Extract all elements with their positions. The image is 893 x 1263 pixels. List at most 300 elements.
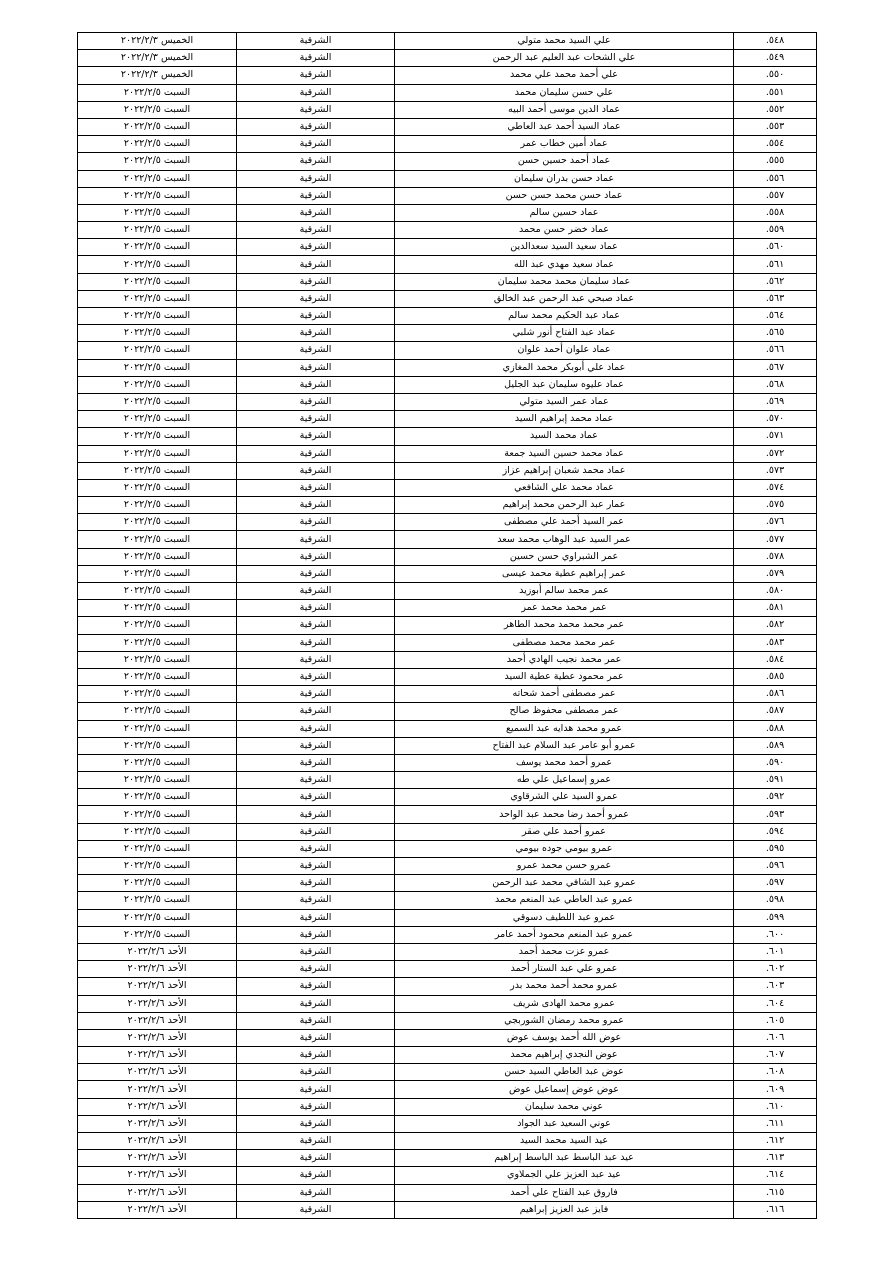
date-cell: السبت ٢٠٢٢/٢/٥	[78, 892, 237, 909]
date-cell: السبت ٢٠٢٢/٢/٥	[78, 772, 237, 789]
table-row	[78, 50, 817, 67]
date-cell: السبت ٢٠٢٢/٢/٥	[78, 308, 237, 325]
governorate-cell: الشرقية	[237, 1012, 395, 1029]
name-cell: عوني السعيد عبد الجواد	[395, 1115, 734, 1132]
governorate-cell: الشرقية	[237, 273, 395, 290]
table-row	[78, 170, 817, 187]
table-row	[78, 1047, 817, 1064]
row-number-cell: ٦٠١.	[734, 943, 817, 960]
name-cell: عمرو بيومي جوده بيومي	[395, 840, 734, 857]
governorate-cell: الشرقية	[237, 668, 395, 685]
date-cell: السبت ٢٠٢٢/٢/٥	[78, 686, 237, 703]
date-cell: السبت ٢٠٢٢/٢/٥	[78, 411, 237, 428]
name-cell: عماد محمد حسين السيد جمعة	[395, 445, 734, 462]
name-cell: عماد السيد أحمد عبد العاطي	[395, 118, 734, 135]
date-cell: السبت ٢٠٢٢/٢/٥	[78, 153, 237, 170]
date-cell: السبت ٢٠٢٢/٢/٥	[78, 668, 237, 685]
table-row	[78, 411, 817, 428]
row-number-cell: ٦١٤.	[734, 1167, 817, 1184]
name-cell: عمرو أحمد رضا محمد عبد الواحد	[395, 806, 734, 823]
name-cell: عماد سعيد مهدي عبد الله	[395, 256, 734, 273]
governorate-cell: الشرقية	[237, 703, 395, 720]
date-cell: الأحد ٢٠٢٢/٢/٦	[78, 1184, 237, 1201]
name-cell: عمر محمود عطية عطية السيد	[395, 668, 734, 685]
row-number-cell: ٥٨٩.	[734, 737, 817, 754]
registrant-table	[77, 32, 817, 1219]
row-number-cell: ٥٩٤.	[734, 823, 817, 840]
row-number-cell: ٥٦٧.	[734, 359, 817, 376]
row-number-cell: ٦١٣.	[734, 1150, 817, 1167]
row-number-cell: ٦١١.	[734, 1115, 817, 1132]
governorate-cell: الشرقية	[237, 239, 395, 256]
date-cell: الأحد ٢٠٢٢/٢/٦	[78, 1167, 237, 1184]
governorate-cell: الشرقية	[237, 153, 395, 170]
table-row	[78, 634, 817, 651]
governorate-cell: الشرقية	[237, 686, 395, 703]
name-cell: عمر إبراهيم عطية محمد عيسى	[395, 565, 734, 582]
table-row	[78, 1064, 817, 1081]
name-cell: عمرو عزت محمد أحمد	[395, 943, 734, 960]
name-cell: عمر مصطفى أحمد شحاته	[395, 686, 734, 703]
governorate-cell: الشرقية	[237, 1029, 395, 1046]
name-cell: عماد عبد الحكيم محمد سالم	[395, 308, 734, 325]
table-row	[78, 118, 817, 135]
table-row	[78, 1115, 817, 1132]
governorate-cell: الشرقية	[237, 359, 395, 376]
row-number-cell: ٦٠٠.	[734, 926, 817, 943]
name-cell: عماد حسين سالم	[395, 204, 734, 221]
governorate-cell: الشرقية	[237, 342, 395, 359]
name-cell: عماد عليوه سليمان عبد الجليل	[395, 376, 734, 393]
row-number-cell: ٥٥٥.	[734, 153, 817, 170]
row-number-cell: ٥٧٩.	[734, 565, 817, 582]
date-cell: الأحد ٢٠٢٢/٢/٦	[78, 1115, 237, 1132]
table-row	[78, 153, 817, 170]
table-row	[78, 1029, 817, 1046]
row-number-cell: ٦١٥.	[734, 1184, 817, 1201]
governorate-cell: الشرقية	[237, 892, 395, 909]
table-row	[78, 840, 817, 857]
row-number-cell: ٥٥٦.	[734, 170, 817, 187]
governorate-cell: الشرقية	[237, 583, 395, 600]
registrant-list-sheet	[77, 32, 816, 1219]
date-cell: السبت ٢٠٢٢/٢/٥	[78, 548, 237, 565]
table-row	[78, 531, 817, 548]
governorate-cell: الشرقية	[237, 170, 395, 187]
name-cell: عماد علي أبوبكر محمد المغازي	[395, 359, 734, 376]
governorate-cell: الشرقية	[237, 909, 395, 926]
governorate-cell: الشرقية	[237, 497, 395, 514]
row-number-cell: ٥٥٤.	[734, 136, 817, 153]
date-cell: السبت ٢٠٢٢/٢/٥	[78, 531, 237, 548]
row-number-cell: ٥٦٣.	[734, 290, 817, 307]
date-cell: السبت ٢٠٢٢/٢/٥	[78, 703, 237, 720]
table-row	[78, 1150, 817, 1167]
governorate-cell: الشرقية	[237, 514, 395, 531]
governorate-cell: الشرقية	[237, 858, 395, 875]
row-number-cell: ٥٩٨.	[734, 892, 817, 909]
table-row	[78, 325, 817, 342]
row-number-cell: ٥٤٨.	[734, 33, 817, 50]
date-cell: السبت ٢٠٢٢/٢/٥	[78, 806, 237, 823]
name-cell: عمرو أبو عامر عبد السلام عبد الفتاح	[395, 737, 734, 754]
row-number-cell: ٥٨٥.	[734, 668, 817, 685]
name-cell: عمرو السيد علي الشرقاوي	[395, 789, 734, 806]
row-number-cell: ٥٨٣.	[734, 634, 817, 651]
governorate-cell: الشرقية	[237, 1184, 395, 1201]
date-cell: السبت ٢٠٢٢/٢/٥	[78, 393, 237, 410]
governorate-cell: الشرقية	[237, 290, 395, 307]
table-row	[78, 497, 817, 514]
governorate-cell: الشرقية	[237, 204, 395, 221]
name-cell: فاروق عبد الفتاح علي أحمد	[395, 1184, 734, 1201]
name-cell: عوض الله أحمد يوسف عوض	[395, 1029, 734, 1046]
date-cell: السبت ٢٠٢٢/٢/٥	[78, 840, 237, 857]
row-number-cell: ٦١٠.	[734, 1098, 817, 1115]
name-cell: عماد محمد السيد	[395, 428, 734, 445]
table-row	[78, 668, 817, 685]
date-cell: السبت ٢٠٢٢/٢/٥	[78, 909, 237, 926]
name-cell: عوض عوض إسماعيل عوض	[395, 1081, 734, 1098]
date-cell: السبت ٢٠٢٢/٢/٥	[78, 359, 237, 376]
governorate-cell: الشرقية	[237, 754, 395, 771]
row-number-cell: ٥٥٠.	[734, 67, 817, 84]
governorate-cell: الشرقية	[237, 651, 395, 668]
date-cell: الأحد ٢٠٢٢/٢/٦	[78, 943, 237, 960]
table-row	[78, 617, 817, 634]
date-cell: السبت ٢٠٢٢/٢/٥	[78, 170, 237, 187]
name-cell: عيد السيد محمد السيد	[395, 1133, 734, 1150]
row-number-cell: ٥٩٧.	[734, 875, 817, 892]
date-cell: السبت ٢٠٢٢/٢/٥	[78, 342, 237, 359]
row-number-cell: ٥٥٧.	[734, 187, 817, 204]
name-cell: عماد عمر السيد متولي	[395, 393, 734, 410]
name-cell: عماد أحمد حسين حسن	[395, 153, 734, 170]
name-cell: عمرو حسن محمد عمرو	[395, 858, 734, 875]
row-number-cell: ٥٥٩.	[734, 222, 817, 239]
governorate-cell: الشرقية	[237, 961, 395, 978]
date-cell: السبت ٢٠٢٢/٢/٥	[78, 479, 237, 496]
name-cell: عماد محمد علي الشافعي	[395, 479, 734, 496]
governorate-cell: الشرقية	[237, 118, 395, 135]
name-cell: عمر السيد عبد الوهاب محمد سعد	[395, 531, 734, 548]
name-cell: عوني محمد سليمان	[395, 1098, 734, 1115]
table-row	[78, 376, 817, 393]
row-number-cell: ٦٠٨.	[734, 1064, 817, 1081]
governorate-cell: الشرقية	[237, 565, 395, 582]
governorate-cell: الشرقية	[237, 1133, 395, 1150]
table-row	[78, 548, 817, 565]
name-cell: عمرو عبد المنعم محمود أحمد عامر	[395, 926, 734, 943]
date-cell: الأحد ٢٠٢٢/٢/٦	[78, 1064, 237, 1081]
governorate-cell: الشرقية	[237, 1098, 395, 1115]
date-cell: السبت ٢٠٢٢/٢/٥	[78, 497, 237, 514]
row-number-cell: ٥٥٢.	[734, 101, 817, 118]
row-number-cell: ٥٦٠.	[734, 239, 817, 256]
date-cell: الأحد ٢٠٢٢/٢/٦	[78, 1098, 237, 1115]
date-cell: الخميس ٢٠٢٢/٢/٣	[78, 33, 237, 50]
table-row	[78, 136, 817, 153]
table-row	[78, 514, 817, 531]
date-cell: الأحد ٢٠٢٢/٢/٦	[78, 1047, 237, 1064]
row-number-cell: ٥٨٦.	[734, 686, 817, 703]
row-number-cell: ٥٨٧.	[734, 703, 817, 720]
governorate-cell: الشرقية	[237, 720, 395, 737]
date-cell: الأحد ٢٠٢٢/٢/٦	[78, 995, 237, 1012]
governorate-cell: الشرقية	[237, 393, 395, 410]
name-cell: عماد محمد شعبان إبراهيم عزاز	[395, 462, 734, 479]
governorate-cell: الشرقية	[237, 376, 395, 393]
table-row	[78, 359, 817, 376]
date-cell: الأحد ٢٠٢٢/٢/٦	[78, 978, 237, 995]
governorate-cell: الشرقية	[237, 479, 395, 496]
table-row	[78, 909, 817, 926]
date-cell: السبت ٢٠٢٢/٢/٥	[78, 222, 237, 239]
row-number-cell: ٥٦٥.	[734, 325, 817, 342]
name-cell: عمر محمد سالم أبوزيد	[395, 583, 734, 600]
governorate-cell: الشرقية	[237, 600, 395, 617]
row-number-cell: ٥٧٤.	[734, 479, 817, 496]
governorate-cell: الشرقية	[237, 737, 395, 754]
table-row	[78, 1201, 817, 1218]
name-cell: فايز عبد العزيز إبراهيم	[395, 1201, 734, 1218]
table-row	[78, 806, 817, 823]
table-row	[78, 462, 817, 479]
table-row	[78, 84, 817, 101]
row-number-cell: ٥٦٨.	[734, 376, 817, 393]
date-cell: الأحد ٢٠٢٢/٢/٦	[78, 1133, 237, 1150]
row-number-cell: ٥٧٠.	[734, 411, 817, 428]
date-cell: السبت ٢٠٢٢/٢/٥	[78, 428, 237, 445]
governorate-cell: الشرقية	[237, 1064, 395, 1081]
date-cell: السبت ٢٠٢٢/٢/٥	[78, 514, 237, 531]
row-number-cell: ٥٨٤.	[734, 651, 817, 668]
name-cell: عمرو عبد العاطي عبد المنعم محمد	[395, 892, 734, 909]
date-cell: السبت ٢٠٢٢/٢/٥	[78, 789, 237, 806]
table-row	[78, 995, 817, 1012]
row-number-cell: ٦٠٣.	[734, 978, 817, 995]
name-cell: عمر محمد نجيب الهادي أحمد	[395, 651, 734, 668]
table-row	[78, 943, 817, 960]
row-number-cell: ٥٥٨.	[734, 204, 817, 221]
date-cell: الأحد ٢٠٢٢/٢/٦	[78, 1201, 237, 1218]
governorate-cell: الشرقية	[237, 136, 395, 153]
name-cell: عيد عبد الباسط عبد الباسط إبراهيم	[395, 1150, 734, 1167]
date-cell: السبت ٢٠٢٢/٢/٥	[78, 875, 237, 892]
row-number-cell: ٥٧٦.	[734, 514, 817, 531]
governorate-cell: الشرقية	[237, 1047, 395, 1064]
row-number-cell: ٥٩٩.	[734, 909, 817, 926]
governorate-cell: الشرقية	[237, 634, 395, 651]
row-number-cell: ٥٦٢.	[734, 273, 817, 290]
row-number-cell: ٥٩٥.	[734, 840, 817, 857]
name-cell: علي السيد محمد متولي	[395, 33, 734, 50]
table-row	[78, 858, 817, 875]
name-cell: عماد أمين خطاب عمر	[395, 136, 734, 153]
date-cell: السبت ٢٠٢٢/٢/٥	[78, 256, 237, 273]
date-cell: السبت ٢٠٢٢/٢/٥	[78, 926, 237, 943]
date-cell: الأحد ٢٠٢٢/٢/٦	[78, 1150, 237, 1167]
table-row	[78, 1098, 817, 1115]
table-row	[78, 1184, 817, 1201]
date-cell: الخميس ٢٠٢٢/٢/٣	[78, 67, 237, 84]
governorate-cell: الشرقية	[237, 256, 395, 273]
date-cell: الأحد ٢٠٢٢/٢/٦	[78, 1012, 237, 1029]
date-cell: الأحد ٢٠٢٢/٢/٦	[78, 1029, 237, 1046]
date-cell: السبت ٢٠٢٢/٢/٥	[78, 737, 237, 754]
row-number-cell: ٥٦١.	[734, 256, 817, 273]
governorate-cell: الشرقية	[237, 101, 395, 118]
name-cell: عماد حسن بدران سليمان	[395, 170, 734, 187]
date-cell: السبت ٢٠٢٢/٢/٥	[78, 84, 237, 101]
name-cell: علي الشحات عبد العليم عبد الرحمن	[395, 50, 734, 67]
name-cell: عماد عبد الفتاح أنور شلبي	[395, 325, 734, 342]
governorate-cell: الشرقية	[237, 33, 395, 50]
row-number-cell: ٥٦٦.	[734, 342, 817, 359]
governorate-cell: الشرقية	[237, 445, 395, 462]
governorate-cell: الشرقية	[237, 978, 395, 995]
table-row	[78, 754, 817, 771]
table-row	[78, 737, 817, 754]
table-row	[78, 583, 817, 600]
governorate-cell: الشرقية	[237, 806, 395, 823]
row-number-cell: ٥٨١.	[734, 600, 817, 617]
row-number-cell: ٦١٦.	[734, 1201, 817, 1218]
name-cell: عماد الدين موسى أحمد البيه	[395, 101, 734, 118]
name-cell: عماد حسن محمد حسن حسن	[395, 187, 734, 204]
date-cell: السبت ٢٠٢٢/٢/٥	[78, 273, 237, 290]
table-row	[78, 772, 817, 789]
row-number-cell: ٥٧٧.	[734, 531, 817, 548]
governorate-cell: الشرقية	[237, 823, 395, 840]
name-cell: علي أحمد محمد علي محمد	[395, 67, 734, 84]
table-row	[78, 273, 817, 290]
row-number-cell: ٥٩١.	[734, 772, 817, 789]
governorate-cell: الشرقية	[237, 428, 395, 445]
name-cell: عمر مصطفى محفوظ صالح	[395, 703, 734, 720]
row-number-cell: ٦٠٧.	[734, 1047, 817, 1064]
date-cell: السبت ٢٠٢٢/٢/٥	[78, 720, 237, 737]
row-number-cell: ٥٧٥.	[734, 497, 817, 514]
governorate-cell: الشرقية	[237, 926, 395, 943]
table-row	[78, 479, 817, 496]
date-cell: السبت ٢٠٢٢/٢/٥	[78, 136, 237, 153]
date-cell: السبت ٢٠٢٢/٢/٥	[78, 617, 237, 634]
name-cell: عمر الشبراوي حسن حسين	[395, 548, 734, 565]
name-cell: عمرو إسماعيل علي طه	[395, 772, 734, 789]
table-row	[78, 823, 817, 840]
governorate-cell: الشرقية	[237, 772, 395, 789]
row-number-cell: ٥٥٣.	[734, 118, 817, 135]
table-row	[78, 789, 817, 806]
name-cell: عمرو عبد اللطيف دسوقي	[395, 909, 734, 926]
row-number-cell: ٥٩٣.	[734, 806, 817, 823]
date-cell: السبت ٢٠٢٢/٢/٥	[78, 583, 237, 600]
date-cell: الخميس ٢٠٢٢/٢/٣	[78, 50, 237, 67]
governorate-cell: الشرقية	[237, 1201, 395, 1218]
name-cell: عمرو محمد أحمد محمد بدر	[395, 978, 734, 995]
governorate-cell: الشرقية	[237, 875, 395, 892]
governorate-cell: الشرقية	[237, 1115, 395, 1132]
date-cell: السبت ٢٠٢٢/٢/٥	[78, 376, 237, 393]
table-row	[78, 926, 817, 943]
row-number-cell: ٥٧١.	[734, 428, 817, 445]
table-row	[78, 1012, 817, 1029]
name-cell: عمرو محمد هدايه عبد السميع	[395, 720, 734, 737]
date-cell: السبت ٢٠٢٢/٢/٥	[78, 187, 237, 204]
governorate-cell: الشرقية	[237, 548, 395, 565]
table-row	[78, 290, 817, 307]
row-number-cell: ٦٠٥.	[734, 1012, 817, 1029]
name-cell: عماد سعيد السيد سعدالدين	[395, 239, 734, 256]
governorate-cell: الشرقية	[237, 411, 395, 428]
name-cell: عمرو محمد رمضان الشوربجي	[395, 1012, 734, 1029]
row-number-cell: ٥٨٠.	[734, 583, 817, 600]
table-row	[78, 393, 817, 410]
table-row	[78, 686, 817, 703]
date-cell: السبت ٢٠٢٢/٢/٥	[78, 239, 237, 256]
date-cell: السبت ٢٠٢٢/٢/٥	[78, 565, 237, 582]
name-cell: عمرو علي عبد الستار أحمد	[395, 961, 734, 978]
governorate-cell: الشرقية	[237, 308, 395, 325]
table-row	[78, 67, 817, 84]
row-number-cell: ٥٩٦.	[734, 858, 817, 875]
table-row	[78, 703, 817, 720]
table-row	[78, 308, 817, 325]
table-row	[78, 342, 817, 359]
name-cell: عماد سليمان محمد محمد سليمان	[395, 273, 734, 290]
table-row	[78, 445, 817, 462]
row-number-cell: ٥٨٨.	[734, 720, 817, 737]
name-cell: عمرو عبد الشافي محمد عبد الرحمن	[395, 875, 734, 892]
name-cell: عمر محمد محمد عمر	[395, 600, 734, 617]
governorate-cell: الشرقية	[237, 462, 395, 479]
row-number-cell: ٥٧٢.	[734, 445, 817, 462]
table-row	[78, 1133, 817, 1150]
governorate-cell: الشرقية	[237, 840, 395, 857]
table-row	[78, 256, 817, 273]
row-number-cell: ٥٦٩.	[734, 393, 817, 410]
date-cell: السبت ٢٠٢٢/٢/٥	[78, 823, 237, 840]
table-row	[78, 101, 817, 118]
table-row	[78, 961, 817, 978]
date-cell: السبت ٢٠٢٢/٢/٥	[78, 634, 237, 651]
date-cell: السبت ٢٠٢٢/٢/٥	[78, 101, 237, 118]
governorate-cell: الشرقية	[237, 943, 395, 960]
name-cell: عمر السيد أحمد علي مصطفى	[395, 514, 734, 531]
table-row	[78, 204, 817, 221]
table-row	[78, 565, 817, 582]
governorate-cell: الشرقية	[237, 325, 395, 342]
table-row	[78, 33, 817, 50]
row-number-cell: ٦٠٩.	[734, 1081, 817, 1098]
governorate-cell: الشرقية	[237, 84, 395, 101]
governorate-cell: الشرقية	[237, 67, 395, 84]
governorate-cell: الشرقية	[237, 531, 395, 548]
date-cell: السبت ٢٠٢٢/٢/٥	[78, 204, 237, 221]
date-cell: السبت ٢٠٢٢/٢/٥	[78, 290, 237, 307]
date-cell: السبت ٢٠٢٢/٢/٥	[78, 858, 237, 875]
row-number-cell: ٥٦٤.	[734, 308, 817, 325]
governorate-cell: الشرقية	[237, 1167, 395, 1184]
name-cell: عمرو محمد الهادى شريف	[395, 995, 734, 1012]
name-cell: عمرو أحمد محمد يوسف	[395, 754, 734, 771]
table-row	[78, 892, 817, 909]
governorate-cell: الشرقية	[237, 789, 395, 806]
name-cell: عوض النجدي إبراهيم محمد	[395, 1047, 734, 1064]
governorate-cell: الشرقية	[237, 187, 395, 204]
table-row	[78, 875, 817, 892]
